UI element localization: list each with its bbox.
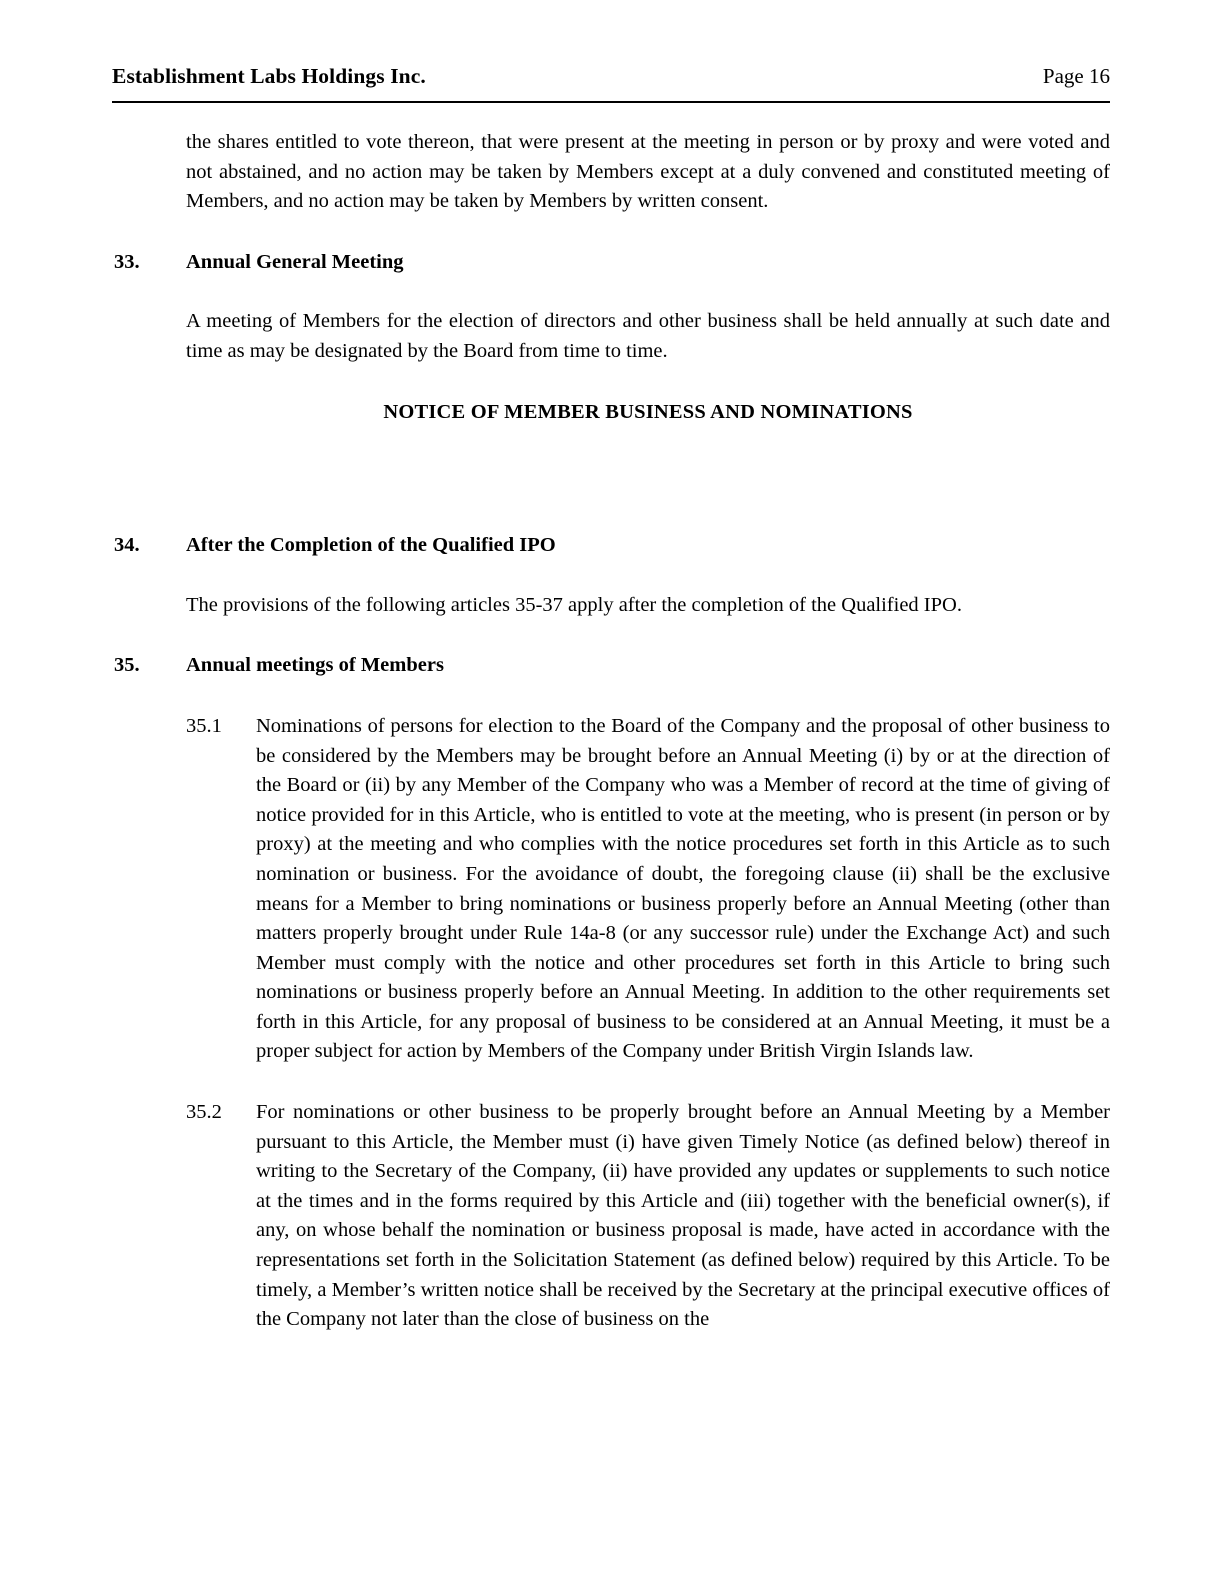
spacer xyxy=(0,620,1224,651)
clause-35-2 xyxy=(0,1098,1224,1335)
spacer xyxy=(0,427,1224,531)
section-number-35: 35. xyxy=(114,654,140,677)
page-header xyxy=(112,64,1110,89)
spacer xyxy=(0,217,1224,248)
clause-number-35-1: 35.1 xyxy=(186,714,222,737)
section-title-34: After the Completion of the Qualified IPO xyxy=(186,534,556,557)
spacer xyxy=(0,561,1224,591)
spacer xyxy=(0,367,1224,398)
spacer xyxy=(0,1067,1224,1098)
section-number-34: 34. xyxy=(114,534,140,557)
section-heading-33 xyxy=(0,248,1224,278)
section-34-paragraph: The provisions of the following articles 35-37 apply after the completion of the Qualified IPO. xyxy=(186,593,962,616)
header-divider xyxy=(112,101,1110,103)
section-heading-35 xyxy=(0,651,1224,681)
section-heading-34 xyxy=(0,531,1224,561)
header-company-name: Establishment Labs Holdings Inc. xyxy=(112,64,426,88)
continued-paragraph: the shares entitled to vote thereon, that were present at the meeting in person or by proxy and were voted and not abstained, and no action may be taken by Members except at a duly convened and constituted meeting of Members, and no action may be taken by Members by written consent. xyxy=(186,131,1110,213)
section-title-35: Annual meetings of Members xyxy=(186,654,444,677)
clause-35-1 xyxy=(0,712,1224,1067)
spacer xyxy=(0,681,1224,712)
clause-text-35-1: Nominations of persons for election to the Board of the Company and the proposal of other business to be considered by the Members may be brought before an Annual Meeting (i) by or at the direction of the Board or (ii) by any Member of the Company who was a Member of record at the time of giving of notice provided for in this Article, who is entitled to vote at the meeting, who is present (in person or by proxy) at the meeting and who complies with the notice procedures set forth in this Article as to such nomination or business. For the avoidance of doubt, the foregoing clause (ii) shall be the exclusive means for a Member to bring nominations or business properly before an Annual Meeting (other than matters properly brought under Rule 14a-8 (or any successor rule) under the Exchange Act) and such Member must comply with the notice and other procedures set forth in this Article to bring such nominations or business properly before an Annual Meeting. In addition to the other requirements set forth in this Article, for any proposal of business to be considered at an Annual Meeting, it must be a proper subject for action by Members of the Company under British Virgin Islands law. xyxy=(256,714,1110,1063)
section-33-paragraph: A meeting of Members for the election of directors and other business shall be held annually at such date and time as may be designated by the Board from time to time. xyxy=(186,310,1110,362)
section-title-33: Annual General Meeting xyxy=(186,250,404,273)
notice-heading: NOTICE OF MEMBER BUSINESS AND NOMINATIONS xyxy=(383,400,913,423)
document-body xyxy=(0,128,1224,1335)
section-number-33: 33. xyxy=(114,250,140,273)
spacer xyxy=(0,277,1224,307)
header-page-number: Page 16 xyxy=(1042,64,1110,88)
clause-number-35-2: 35.2 xyxy=(186,1101,222,1124)
clause-text-35-2: For nominations or other business to be properly brought before an Annual Meeting by a Member pursuant to this Article, the Member must (i) have given Timely Notice (as defined below) thereof in writing to the Secretary of the Company, (ii) have provided any updates or supplements to such notice at the times and in the forms required by this Article and (iii) together with the beneficial owner(s), if any, on whose behalf the nomination or business proposal is made, have acted in accordance with the representations set forth in the Solicitation Statement (as defined below) required by this Article. To be timely, a Member’s written notice shall be received by the Secretary at the principal executive offices of the Company not later than the close of business on the xyxy=(256,1101,1110,1331)
